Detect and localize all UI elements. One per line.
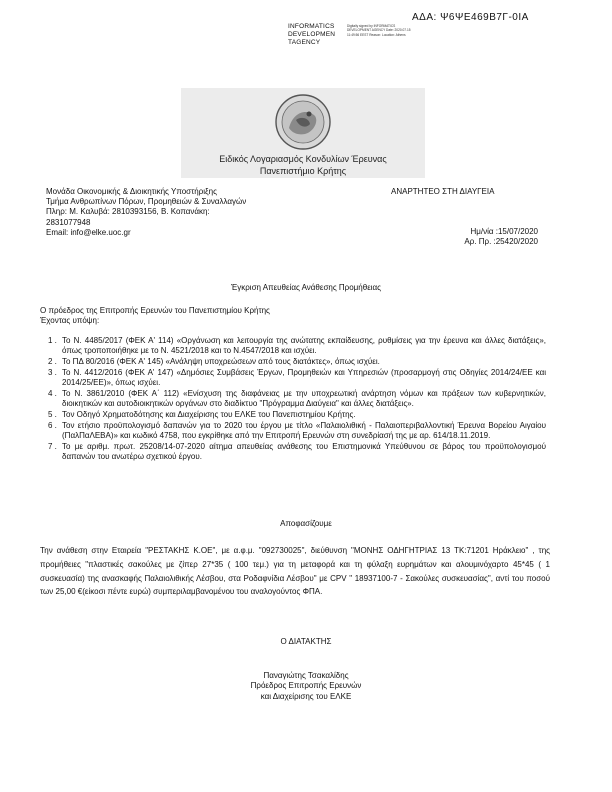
item-number: 7 . xyxy=(48,442,57,451)
signature-block xyxy=(0,671,612,702)
signatory-name: Παναγιώτης Τσακαλίδης xyxy=(263,671,349,680)
item-text: Το Ν. 3861/2010 (ΦΕΚ Α΄ 112) «Ενίσχυση της διαφάνειας με την υποχρεωτική ανάρτηση νόμων και πράξεων των κυβερνητικών, διοικητικών και αυτοδιοικητικών οργάνων στο διαδίκτυο "Πρόγραμμα Διαύγεια" και άλλες διατάξεις». xyxy=(62,389,546,408)
item-text: Τον ετήσιο προϋπολογισμό δαπανών για το 2020 του έργου με τίτλο «Παλαιολιθική - Παλαιοπεριβαλλοντική Έρευνα Βορείου Αιγαίου (ΠαλΠαΛΕΒΑ)» και κωδικό 4758, που εγκρίθηκε από την Επιτροπή Ερευνών στη συνεδρίασή της με αρ. 614/18.11.2019. xyxy=(62,421,546,440)
ada-code: ΑΔΑ: Ψ6ΨΕ469Β7Γ-0ΙΑ xyxy=(412,12,529,23)
decision-text: Την ανάθεση στην Εταιρεία "ΡΕΣΤΑΚΗΣ Κ.ΟΕ", με α.φ.μ. "092730025", διεύθυνση "ΜΟΝΗΣ ΟΔΗΓΗΤΡΙΑΣ 13 ΤΚ:71201 Ηράκλειο" , της προμήθειες "πλαστικές σακούλες με ζίπερ 27*35 ( 100 τεμ.) για τη μεταφορά και τη φύλαξη ευρημάτων και αλουμινόχαρτο 45*45 ( 1 συσκευασία) της ανασκαφής Παλαιολιθικής Λέσβου, στα Ροδαφνίδια Λέσβου" με CPV " 18937100-7 - Σακούλες συσκευασίας", αντί του ποσού των 25,00 €(είκοσι πέντε ευρώ) συμπεριλαμβανομένου του αναλογούντος ΦΠΑ. xyxy=(40,546,550,597)
stamp-signer-name: INFORMATICS DEVELOPMEN TAGENCY xyxy=(288,23,336,46)
item-text: Το Ν. 4485/2017 (ΦΕΚ Α' 114) «Οργάνωση και λειτουργία της ανώτατης εκπαίδευσης, ρυθμίσεις για την έρευνα και άλλες διατάξεις», όπως τροποποιήθηκε με το Ν. 4521/2018 και το Ν.4547/2018 και ισχύει. xyxy=(62,336,546,355)
item-number: 5 . xyxy=(48,410,57,419)
item-number: 4 . xyxy=(48,389,57,398)
seal-icon xyxy=(263,92,343,152)
item-text: Το ΠΔ 80/2016 (ΦΕΚ Α' 145) «Ανάληψη υποχρεώσεων από τους διατάκτες», όπως ισχύει. xyxy=(62,357,380,366)
considerations-list xyxy=(40,336,546,463)
institution-logo xyxy=(181,88,425,178)
authorizing-officer-heading: Ο ΔΙΑΤΑΚΤΗΣ xyxy=(280,637,332,646)
item-number: 3 . xyxy=(48,368,57,377)
item-number: 6 . xyxy=(48,421,57,430)
stamp-fine-print: Digitally signed by INFORMATICS DEVELOPMENT AGENCY Date: 2020.07.15 11:49:56 EEST Reason: Location: Athens xyxy=(347,24,411,37)
signatory-role-2: και Διαχείρισης του ΕΛΚΕ xyxy=(260,691,352,701)
sender-email: Email: info@elke.uoc.gr xyxy=(46,227,131,237)
item-text: Τον Οδηγό Χρηματοδότησης και Διαχείρισης του ΕΛΚΕ του Πανεπιστημίου Κρήτης. xyxy=(62,410,356,419)
list-item xyxy=(40,421,546,441)
item-number: 2 . xyxy=(48,357,57,366)
intro-line-1: Ο πρόεδρος της Επιτροπής Ερευνών του Πανεπιστημίου Κρήτης xyxy=(40,306,270,315)
publish-notice: ΑΝΑΡΤΗΤΕΟ ΣΤΗ ΔΙΑΥΓΕΙΑ xyxy=(391,187,495,196)
logo-line-2: Πανεπιστήμιο Κρήτης xyxy=(259,166,347,176)
list-item xyxy=(40,410,546,420)
date-protocol-block xyxy=(440,227,538,247)
list-item xyxy=(40,357,546,367)
signatory-role-1: Πρόεδρος Επιτροπής Ερευνών xyxy=(250,681,362,691)
list-item xyxy=(40,336,546,356)
sender-phone: 2831077948 xyxy=(46,217,91,227)
decision-heading: Αποφασίζουμε xyxy=(280,519,332,528)
document-title: Έγκριση Απευθείας Ανάθεσης Προμήθειας xyxy=(230,283,382,292)
item-number: 1 . xyxy=(48,336,57,345)
item-text: Το Ν. 4412/2016 (ΦΕΚ Α' 147) «Δημόσιες Συμβάσεις Έργων, Προμηθειών και Υπηρεσιών (προσαρμογή στις Οδηγίες 2014/24/ΕΕ και 2014/25/ΕΕ)», όπως ισχύει. xyxy=(62,368,546,387)
item-text: Το με αριθμ. πρωτ. 25208/14-07-2020 αίτημα απευθείας ανάθεσης του Επιστημονικά Υπεύθυνου σε βάρος του προϋπολογισμού δαπανών του ανωτέρω σχετικού έργου. xyxy=(62,442,546,461)
document-date: Ημ/νία :15/07/2020 xyxy=(470,227,538,236)
list-item xyxy=(40,442,546,462)
list-item xyxy=(40,368,546,388)
intro-block xyxy=(40,306,270,326)
digital-signature-stamp xyxy=(288,23,416,63)
sender-block xyxy=(46,187,246,238)
protocol-number: Αρ. Πρ. :25420/2020 xyxy=(464,237,538,247)
logo-line-1: Ειδικός Λογαριασμός Κονδυλίων Έρευνας xyxy=(219,154,387,164)
list-item xyxy=(40,389,546,409)
sender-department: Τμήμα Ανθρωπίνων Πόρων, Προμηθειών & Συναλλαγών xyxy=(46,197,247,207)
sender-unit: Μονάδα Οικονομικής & Διοικητικής Υποστήριξης xyxy=(46,187,217,196)
intro-line-2: Έχοντας υπόψη: xyxy=(40,316,100,326)
sender-contact: Πληρ: Μ. Καλυβά: 2810393156, Β. Κοπανάκη: xyxy=(46,207,210,217)
